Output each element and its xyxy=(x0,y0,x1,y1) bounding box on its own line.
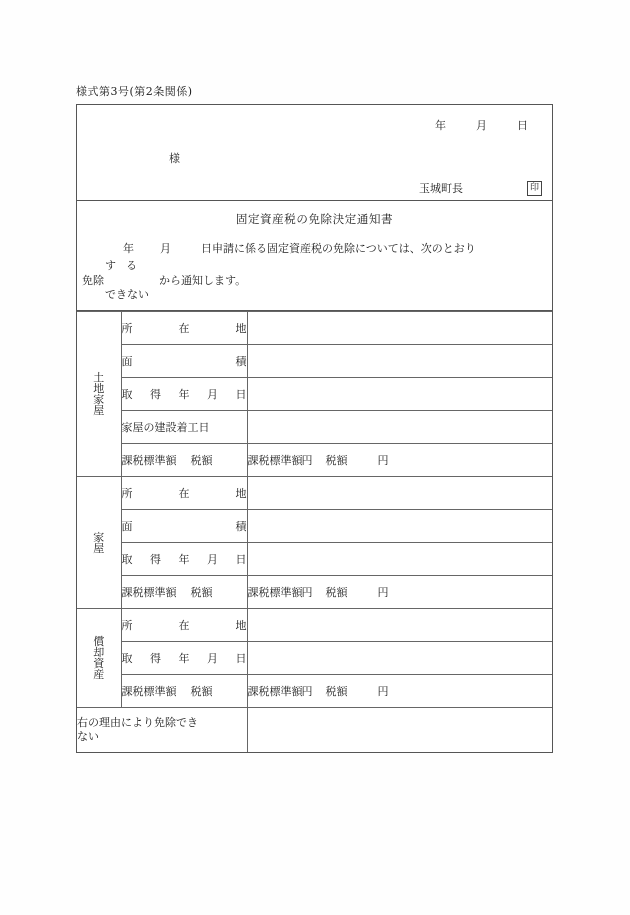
row-label-exemption-denial-reason xyxy=(77,708,247,752)
table-row xyxy=(77,477,552,510)
issue-date-line xyxy=(435,117,528,133)
label-char: 地 xyxy=(235,487,247,500)
value-field-taxbase-amount[interactable] xyxy=(247,444,552,477)
table-row xyxy=(77,444,552,477)
label-char: 所 xyxy=(121,487,133,500)
value-amount-line xyxy=(248,454,389,467)
notice-paragraph-main: 日申請に係る固定資産税の免除については、次のとおり xyxy=(201,242,476,255)
row-label-area-text xyxy=(122,353,247,369)
group-label-char: 屋 xyxy=(93,404,105,417)
row-label-taxbase-amount xyxy=(121,444,247,477)
value-field-exemption-denial-reason[interactable] xyxy=(247,708,552,752)
group-label-char: 資 xyxy=(93,657,105,670)
group-label-land-building xyxy=(77,312,121,477)
header-band xyxy=(77,105,552,201)
label-char: 年 xyxy=(178,388,190,401)
row-label-acquisition-date xyxy=(121,642,247,675)
value-taxbase-unit: 円 xyxy=(301,454,313,467)
group-label-char: 土 xyxy=(93,371,105,384)
date-month-label: 月 xyxy=(476,119,487,132)
value-taxbase-unit: 円 xyxy=(301,685,313,698)
value-field-area[interactable] xyxy=(247,345,552,378)
form-number: 様式第3号(第2条関係) xyxy=(76,85,193,98)
date-year-label: 年 xyxy=(435,119,446,132)
table-row xyxy=(77,708,552,752)
label-char: 取 xyxy=(121,388,133,401)
label-char: 日 xyxy=(235,652,247,665)
asset-detail-table xyxy=(77,311,552,752)
application-year-label: 年 xyxy=(123,242,134,255)
group-label-char: 償 xyxy=(93,635,105,648)
value-taxbase-unit: 円 xyxy=(301,586,313,599)
value-taxbase-label: 課税標準額 xyxy=(247,685,303,698)
row-label-construction-start-date xyxy=(121,411,247,444)
group-label-char: 産 xyxy=(93,668,105,681)
row-label-acquisition-date-text xyxy=(122,650,247,666)
label-char: 得 xyxy=(150,652,161,665)
table-row xyxy=(77,312,552,345)
row-label-area xyxy=(121,510,247,543)
row-label-area xyxy=(121,345,247,378)
group-label-building xyxy=(77,477,121,609)
label-char: 日 xyxy=(235,388,247,401)
row-label-location xyxy=(121,609,247,642)
group-label-char: 却 xyxy=(93,646,105,659)
value-field-location[interactable] xyxy=(247,312,552,345)
value-amount-line xyxy=(248,685,389,698)
value-tax-label: 税額 xyxy=(325,586,348,599)
row-label-location-text xyxy=(122,320,247,336)
label-char: 積 xyxy=(235,520,247,533)
row-label-acquisition-date xyxy=(121,543,247,576)
addressee-honorific: 様 xyxy=(169,152,180,165)
table-row xyxy=(77,510,552,543)
table-row xyxy=(77,675,552,708)
label-char: 得 xyxy=(150,388,161,401)
table-row xyxy=(77,576,552,609)
row-label-acquisition-date-text xyxy=(122,386,247,402)
label-char: 月 xyxy=(207,388,218,401)
seal-stamp-icon: 印 xyxy=(527,181,542,196)
value-tax-label: 税額 xyxy=(325,454,348,467)
label-char: 所 xyxy=(121,619,133,632)
label-char: 取 xyxy=(121,652,133,665)
value-amount-line xyxy=(248,586,389,599)
table-row xyxy=(77,345,552,378)
exemption-option-granted xyxy=(105,259,137,273)
table-row xyxy=(77,543,552,576)
group-label-depreciable-assets xyxy=(77,609,121,708)
label-taxamount: 税額 xyxy=(190,586,213,599)
label-char: 積 xyxy=(235,355,247,368)
value-field-location[interactable] xyxy=(247,477,552,510)
table-row xyxy=(77,378,552,411)
body-band xyxy=(77,201,552,311)
label-taxamount: 税額 xyxy=(190,454,213,467)
group-label-char: 屋 xyxy=(93,541,105,555)
value-field-acquisition-date[interactable] xyxy=(247,543,552,576)
row-label-acquisition-date xyxy=(121,378,247,411)
label-char: 年 xyxy=(178,553,190,566)
label-taxbase: 課税標準額 xyxy=(121,454,177,467)
group-label-char: 家 xyxy=(93,530,105,544)
label-taxbase: 課税標準額 xyxy=(121,685,177,698)
value-tax-unit: 円 xyxy=(377,586,389,599)
table-row xyxy=(77,642,552,675)
label-taxbase: 課税標準額 xyxy=(121,586,177,599)
row-label-taxbase-amount xyxy=(121,576,247,609)
reason-label-line2: ない xyxy=(77,729,99,743)
label-char: 月 xyxy=(207,652,218,665)
group-label-land-building-chars xyxy=(77,372,121,416)
exemption-option-granted-b: る xyxy=(126,259,137,273)
notice-paragraph-tail: から通知します。 xyxy=(159,274,247,288)
exemption-option-granted-a: す xyxy=(105,259,116,273)
asset-detail-table-body xyxy=(77,312,552,752)
label-char: 地 xyxy=(235,322,247,335)
row-label-location xyxy=(121,312,247,345)
label-char: 年 xyxy=(178,652,190,665)
label-char: 日 xyxy=(235,553,247,566)
value-tax-unit: 円 xyxy=(377,685,389,698)
reason-label-line1: 右の理由により免除でき xyxy=(77,716,198,729)
value-field-taxbase-amount[interactable] xyxy=(247,675,552,708)
value-field-taxbase-amount[interactable] xyxy=(247,576,552,609)
date-day-label: 日 xyxy=(517,119,528,132)
label-char: 面 xyxy=(121,355,133,368)
group-label-char: 地 xyxy=(93,382,105,395)
group-label-building-chars xyxy=(77,532,121,554)
value-taxbase-label: 課税標準額 xyxy=(247,454,303,467)
value-field-construction-start-date[interactable] xyxy=(247,411,552,444)
notice-paragraph-line1 xyxy=(77,242,552,256)
value-tax-label: 税額 xyxy=(325,685,348,698)
row-label-taxbase-amount-text xyxy=(122,584,247,600)
label-char: 地 xyxy=(235,619,247,632)
value-field-acquisition-date[interactable] xyxy=(247,642,552,675)
label-char: 在 xyxy=(178,619,190,632)
label-char: 得 xyxy=(150,553,161,566)
value-field-location[interactable] xyxy=(247,609,552,642)
table-row xyxy=(77,411,552,444)
issuer-row xyxy=(419,180,542,196)
row-label-location-text xyxy=(122,617,247,633)
label-char: 在 xyxy=(178,322,190,335)
value-tax-unit: 円 xyxy=(377,454,389,467)
row-label-location-text xyxy=(122,485,247,501)
row-label-location xyxy=(121,477,247,510)
label-char: 月 xyxy=(207,553,218,566)
value-field-acquisition-date[interactable] xyxy=(247,378,552,411)
label-char: 取 xyxy=(121,553,133,566)
label-char: 在 xyxy=(178,487,190,500)
exemption-option-denied: できない xyxy=(105,288,149,302)
label-char: 所 xyxy=(121,322,133,335)
row-label-construction-start-date-text: 家屋の建設着工日 xyxy=(121,421,210,434)
label-char: 面 xyxy=(121,520,133,533)
label-taxamount: 税額 xyxy=(190,685,213,698)
group-label-char: 家 xyxy=(93,393,105,406)
form-frame xyxy=(76,104,553,753)
row-label-taxbase-amount-text xyxy=(122,452,247,468)
row-label-acquisition-date-text xyxy=(122,551,247,567)
exemption-alternative-block xyxy=(77,259,552,301)
row-label-taxbase-amount-text xyxy=(122,683,247,699)
table-row xyxy=(77,609,552,642)
value-taxbase-label: 課税標準額 xyxy=(247,586,303,599)
page-title: 固定資産税の免除決定通知書 xyxy=(235,212,394,226)
exemption-base-word: 免除 xyxy=(82,274,104,288)
row-label-area-text xyxy=(122,518,247,534)
notice-paragraph xyxy=(77,242,552,301)
group-label-depreciable-assets-chars xyxy=(77,636,121,680)
value-field-area[interactable] xyxy=(247,510,552,543)
application-month-label: 月 xyxy=(160,242,171,255)
row-label-taxbase-amount xyxy=(121,675,247,708)
issuer-name: 玉城町長 xyxy=(419,182,463,195)
